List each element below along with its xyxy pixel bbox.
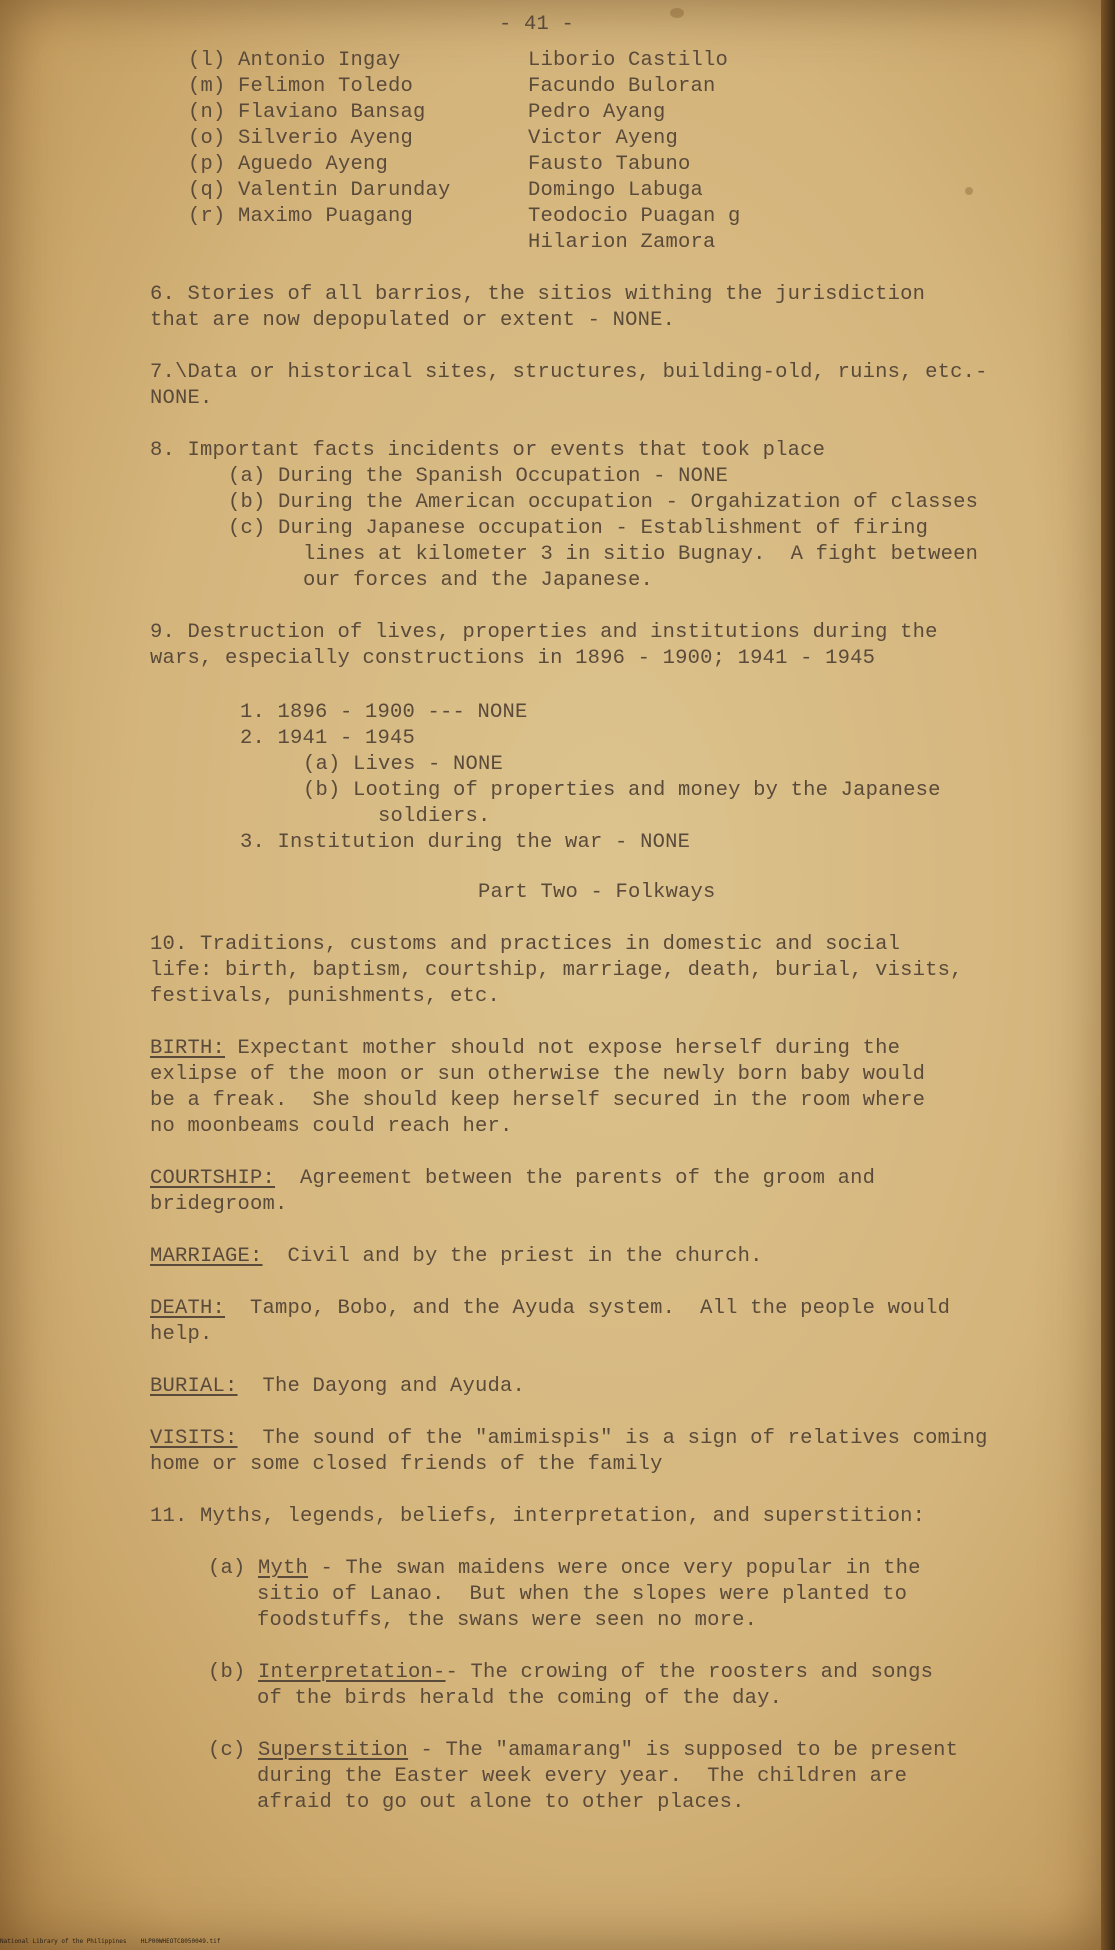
list-item: (m) Felimon Toledo (188, 75, 414, 98)
list-item: Liborio Castillo (528, 49, 729, 72)
question-9-line: wars, especially constructions in 1896 - 1900; 1941 - 1945 (150, 647, 876, 670)
interpretation-label: Interpretation- (258, 1661, 446, 1684)
superstition-text: during the Easter week every year. The children are (257, 1765, 908, 1788)
interpretation-prefix: (b) (208, 1661, 259, 1684)
list-item: (q) Valentin Darunday (188, 179, 451, 202)
question-8-intro: 8. Important facts incidents or events that took place (150, 439, 826, 462)
list-item: (l) Antonio Ingay (188, 49, 401, 72)
birth-text: exlipse of the moon or sun otherwise the newly born baby would (150, 1063, 926, 1086)
question-11-line: 11. Myths, legends, beliefs, interpretation, and superstition: (150, 1505, 926, 1528)
question-6-line: that are now depopulated or extent - NONE. (150, 309, 676, 332)
list-item: (p) Aguedo Ayeng (188, 153, 389, 176)
courtship-label: COURTSHIP: (150, 1167, 276, 1190)
superstition-text: - The "amamarang" is supposed to be present (408, 1739, 959, 1762)
stain (965, 187, 973, 195)
birth-text: be a freak. She should keep herself secured in the room where (150, 1089, 926, 1112)
myth-prefix: (a) (208, 1557, 259, 1580)
scan-footer: National Library of the Philippines HLP00WHEOTC8050049.tif (0, 1938, 221, 1945)
superstition-paragraph (208, 1738, 958, 1764)
question-6-line: 6. Stories of all barrios, the sitios withing the jurisdiction (150, 283, 926, 306)
myth-text: - The swan maidens were once very popular in the (308, 1557, 921, 1580)
list-item: Teodocio Puagan g (528, 205, 741, 228)
superstition-prefix: (c) (208, 1739, 259, 1762)
myth-text: foodstuffs, the swans were seen no more. (257, 1609, 758, 1632)
list-item: Hilarion Zamora (528, 231, 716, 254)
marriage-paragraph (150, 1244, 763, 1270)
myth-label: Myth (258, 1557, 309, 1580)
question-9-item: (b) Looting of properties and money by the Japanese (303, 779, 941, 802)
list-item: Pedro Ayang (528, 101, 666, 124)
birth-text: no moonbeams could reach her. (150, 1115, 513, 1138)
birth-text: Expectant mother should not expose herself during the (225, 1037, 901, 1060)
list-item: (o) Silverio Ayeng (188, 127, 414, 150)
visits-label: VISITS: (150, 1427, 238, 1450)
list-item: (r) Maximo Puagang (188, 205, 414, 228)
question-8-item: lines at kilometer 3 in sitio Bugnay. A fight between (303, 543, 979, 566)
list-item: Fausto Tabuno (528, 153, 691, 176)
list-item: Victor Ayeng (528, 127, 679, 150)
question-10-line: 10. Traditions, customs and practices in domestic and social (150, 933, 901, 956)
question-9-item: (a) Lives - NONE (303, 753, 504, 776)
visits-text: The sound of the "amimispis" is a sign of relatives coming (237, 1427, 988, 1450)
myth-paragraph (208, 1556, 921, 1582)
burial-label: BURIAL: (150, 1375, 238, 1398)
list-item: Facundo Buloran (528, 75, 716, 98)
question-9-item: 1. 1896 - 1900 --- NONE (240, 701, 528, 724)
question-9-item: 3. Institution during the war - NONE (240, 831, 691, 854)
list-item: Domingo Labuga (528, 179, 704, 202)
courtship-text: Agreement between the parents of the groom and (275, 1167, 876, 1190)
question-8-item: our forces and the Japanese. (303, 569, 654, 592)
burial-paragraph (150, 1374, 525, 1400)
birth-paragraph (150, 1036, 900, 1062)
superstition-label: Superstition (258, 1739, 409, 1762)
visits-paragraph (150, 1426, 988, 1452)
page-number: - 41 - (499, 13, 575, 36)
question-8-item: (c) During Japanese occupation - Establishment of firing (228, 517, 929, 540)
list-item: (n) Flaviano Bansag (188, 101, 426, 124)
marriage-text: Civil and by the priest in the church. (262, 1245, 763, 1268)
burial-text: The Dayong and Ayuda. (237, 1375, 526, 1398)
question-8-item: (a) During the Spanish Occupation - NONE (228, 465, 729, 488)
myth-text: sitio of Lanao. But when the slopes were planted to (257, 1583, 908, 1606)
death-text: Tampo, Bobo, and the Ayuda system. All the people would (225, 1297, 951, 1320)
superstition-text: afraid to go out alone to other places. (257, 1791, 745, 1814)
interpretation-paragraph (208, 1660, 933, 1686)
question-7-line: NONE. (150, 387, 213, 410)
death-label: DEATH: (150, 1297, 226, 1320)
question-10-line: life: birth, baptism, courtship, marriage, death, burial, visits, (150, 959, 963, 982)
death-paragraph (150, 1296, 950, 1322)
stain (670, 8, 684, 18)
marriage-label: MARRIAGE: (150, 1245, 263, 1268)
question-9-line: 9. Destruction of lives, properties and institutions during the (150, 621, 938, 644)
question-9-item: soldiers. (378, 805, 491, 828)
question-9-item: 2. 1941 - 1945 (240, 727, 416, 750)
page-edge (1101, 0, 1115, 1950)
death-text: help. (150, 1323, 213, 1346)
question-7-line: 7.\Data or historical sites, structures, building-old, ruins, etc.- (150, 361, 988, 384)
question-10-line: festivals, punishments, etc. (150, 985, 501, 1008)
courtship-paragraph (150, 1166, 875, 1192)
birth-label: BIRTH: (150, 1037, 226, 1060)
interpretation-text: - The crowing of the roosters and songs (445, 1661, 934, 1684)
courtship-text: bridegroom. (150, 1193, 288, 1216)
visits-text: home or some closed friends of the family (150, 1453, 663, 1476)
interpretation-text: of the birds herald the coming of the day. (257, 1687, 783, 1710)
part-two-heading: Part Two - Folkways (478, 881, 716, 904)
question-8-item: (b) During the American occupation - Orgahization of classes (228, 491, 979, 514)
